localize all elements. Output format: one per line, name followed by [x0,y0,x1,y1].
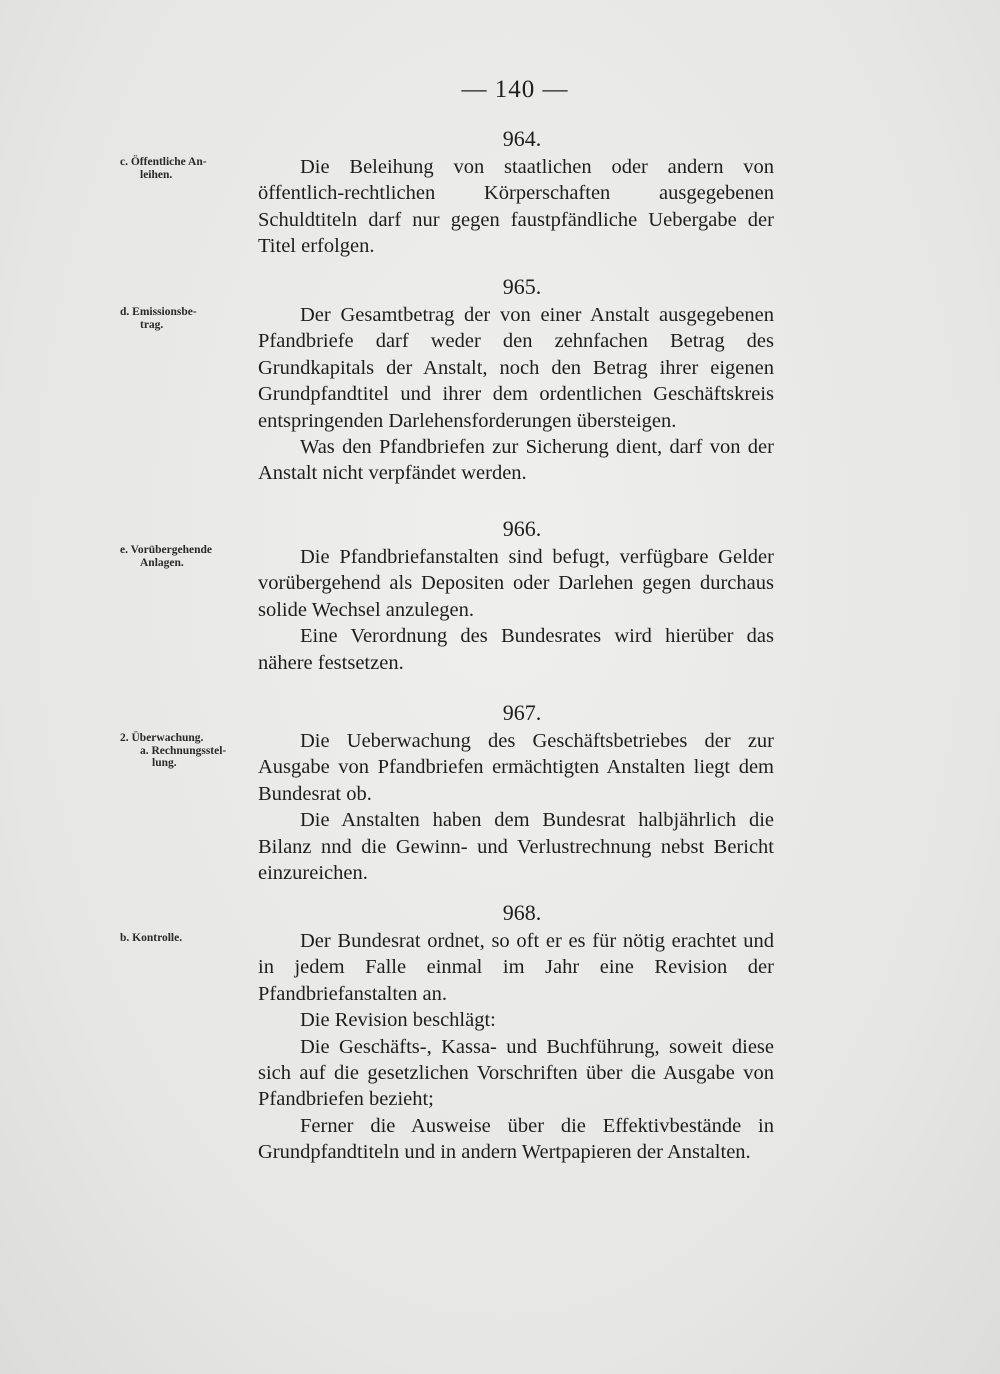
paragraph: Der Bundesrat ordnet, so oft er es für nötig erachtet und in jedem Falle einmal im Jahr eine Revision der Pfandbriefanstalten an. [258,930,774,1005]
section-965 [258,272,774,487]
paragraph: Eine Verordnung des Bundesrates wird hierüber das nähere festsetzen. [258,625,774,674]
section-968 [258,898,774,1166]
paragraph: Die Anstalten haben dem Bundesrat halbjährlich die Bilanz nnd die Gewinn- und Verlustrechnung nebst Bericht einzureichen. [258,809,774,885]
section-number: 967. [502,700,542,725]
paragraph: Die Pfandbriefanstalten sind befugt, verfügbare Gelder vorübergehend als Depositen oder Darlehen gegen durchaus solide Wechsel anzulegen. [258,546,774,621]
margin-note-line: trag. [140,318,164,331]
margin-note-967 [120,732,250,770]
margin-note-line: c. Öffentliche An- [120,156,207,168]
margin-note-line: Anlagen. [140,556,184,569]
paragraph: Die Revision beschlägt: [300,1009,496,1032]
section-964 [258,124,774,260]
margin-note-968 [120,932,250,945]
margin-note-line: leihen. [140,168,173,181]
paragraph: Ferner die Ausweise über die Effektivbestände in Grundpfandtiteln und in andern Wertpapieren der Anstalten. [258,1114,774,1164]
margin-note-966 [120,544,250,569]
margin-note-line: lung. [152,757,177,769]
paragraph: Der Gesamtbetrag der von einer Anstalt ausgegebenen Pfandbriefe darf weder den zehnfachen Betrag des Grundkapitals der Anstalt, noch den Betrag ihrer eigenen Grundpfandtitel und ihrer dem ordentlichen Geschäftskreis entspringenden Darlehensforderungen übersteigen. [258,304,774,432]
section-966 [258,514,774,676]
paragraph: Die Ueberwachung des Geschäftsbetriebes der zur Ausgabe von Pfandbriefen ermächtigten Anstalten liegt dem Bundesrat ob. [258,730,774,805]
paragraph: Was den Pfandbriefen zur Sicherung dient, darf von der Anstalt nicht verpfändet werden. [258,436,774,485]
section-number: 964. [502,126,542,151]
margin-note-line: e. Vorübergehende [120,544,212,556]
paragraph: Die Geschäfts-, Kassa- und Buchführung, soweit diese sich auf die gesetzlichen Vorschriften über die Ausgabe von Pfandbriefen bezieht; [258,1035,774,1111]
margin-note-line: a. Rechnungsstel- [140,744,227,757]
margin-note-964 [120,156,250,181]
paragraph: Die Beleihung von staatlichen oder andern von öffentlich-rechtlichen Körperschaften ausgegebenen Schuldtiteln darf nur gegen faustpfändliche Uebergabe der Titel erfolgen. [258,156,774,258]
margin-note-965 [120,306,250,331]
section-number: 966. [502,516,542,541]
margin-note-line: 2. Überwachung. [120,732,204,744]
section-967 [258,698,774,886]
section-number: 968. [502,900,542,925]
margin-note-line: b. Kontrolle. [120,932,183,944]
page-number: — 140 — [461,76,569,103]
section-number: 965. [502,274,542,299]
margin-note-line: d. Emissionsbe- [120,306,197,318]
